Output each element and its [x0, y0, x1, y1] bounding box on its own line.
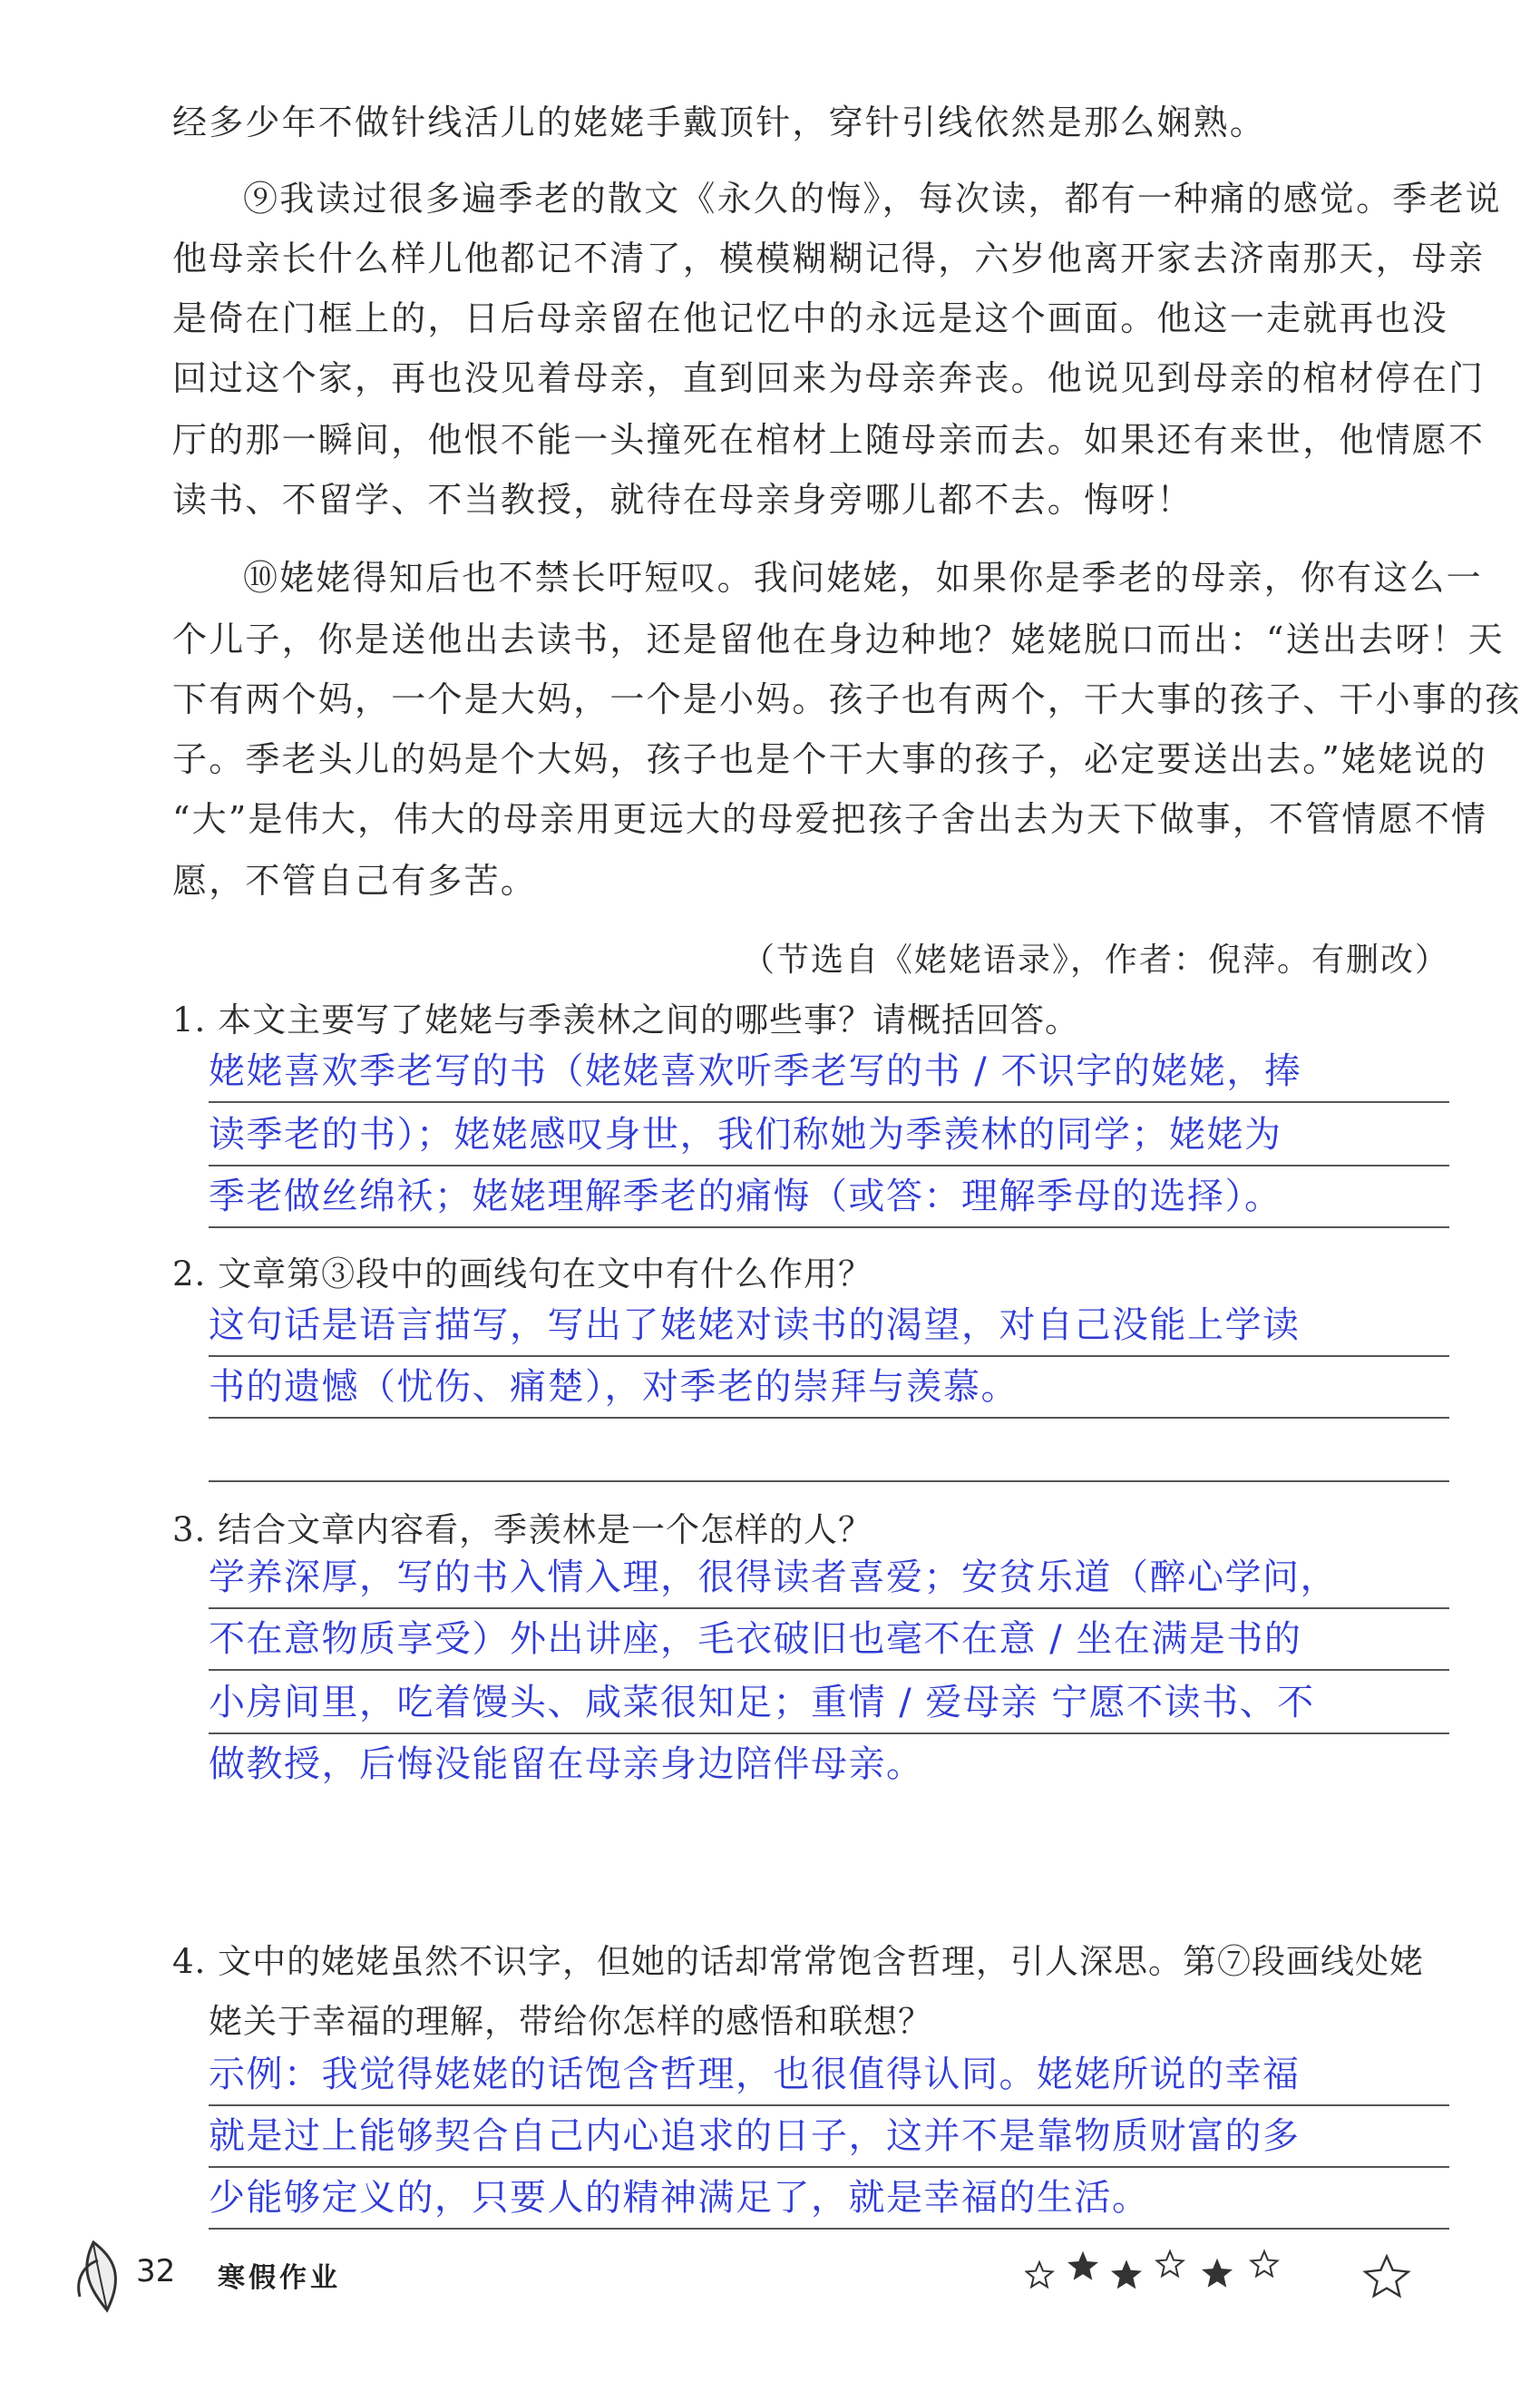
answer-line: 学养深厚，写的书入情入理，很得读者喜爱；安贫乐道（醉心学问， — [209, 1557, 1338, 1598]
answer-rule — [209, 1226, 1449, 1228]
passage-line: 厅的那一瞬间，他恨不能一头撞死在棺材上随母亲而去。如果还有来世，他情愿不 — [172, 420, 1486, 460]
answer-rule — [209, 2228, 1449, 2230]
answer-line: 季老做丝绵袄；姥姥理解季老的痛悔（或答：理解季母的选择）。 — [209, 1176, 1282, 1217]
star-icon — [1204, 2260, 1231, 2285]
answer-line: 少能够定义的，只要人的精神满足了，就是幸福的生活。 — [209, 2177, 1150, 2219]
passage-line: 回过这个家，再也没见着母亲，直到回来为母亲奔丧。他说见到母亲的棺材停在门 — [172, 358, 1486, 398]
star-icon — [1070, 2253, 1097, 2278]
answer-rule — [209, 2166, 1449, 2168]
answer-line: 就是过上能够契合自己内心追求的日子，这并不是靠物质财富的多 — [209, 2115, 1301, 2157]
question-2-prompt: 2. 文章第③段中的画线句在文中有什么作用？ — [172, 1254, 873, 1293]
book-title: 寒假作业 — [218, 2262, 341, 2294]
answer-line: 示例：我觉得姥姥的话饱含哲理，也很值得认同。姥姥所说的幸福 — [209, 2054, 1301, 2095]
passage-line: 经多少年不做针线活儿的姥姥手戴顶针，穿针引线依然是那么娴熟。 — [172, 102, 1267, 142]
leaf-icon — [71, 2233, 143, 2315]
decorative-stars — [1025, 2248, 1460, 2302]
passage-line: 子。季老头儿的妈是个大妈，孩子也是个干大事的孩子，必定要送出去。”姥姥说的 — [172, 739, 1487, 779]
answer-rule — [209, 1669, 1449, 1671]
answer-rule — [209, 1165, 1449, 1166]
answer-line: 读季老的书）；姥姥感叹身世，我们称她为季羡林的同学；姥姥为 — [209, 1114, 1282, 1156]
answer-line: 姥姥喜欢季老写的书（姥姥喜欢听季老写的书 / 不识字的姥姥，捧 — [209, 1050, 1302, 1092]
question-3-prompt: 3. 结合文章内容看，季羡林是一个怎样的人？ — [172, 1510, 873, 1549]
passage-line: 他母亲长什么样儿他都记不清了，模模糊糊记得，六岁他离开家去济南那天，母亲 — [172, 239, 1486, 278]
answer-rule — [209, 1607, 1449, 1609]
answer-rule — [209, 1417, 1449, 1419]
star-icon — [1365, 2257, 1408, 2297]
passage-line: 读书、不留学、不当教授，就待在母亲身旁哪儿都不去。悔呀！ — [172, 480, 1194, 520]
answer-rule — [209, 2104, 1449, 2106]
passage-line: 是倚在门框上的，日后母亲留在他记忆中的永远是这个画面。他这一走就再也没 — [172, 298, 1449, 338]
passage-source: （节选自《姥姥语录》，作者：倪萍。有删改） — [741, 942, 1449, 979]
passage-line: ⑩姥姥得知后也不禁长吁短叹。我问姥姥，如果你是季老的母亲，你有这么一 — [243, 558, 1483, 598]
passage-line: “大”是伟大，伟大的母亲用更远大的母爱把孩子舍出去为天下做事，不管情愿不情 — [172, 799, 1488, 839]
answer-line: 不在意物质享受）外出讲座，毛衣破旧也毫不在意 / 坐在满是书的 — [209, 1618, 1302, 1660]
answer-line: 做教授，后悔没能留在母亲身边陪伴母亲。 — [209, 1743, 924, 1785]
page-number: 32 — [136, 2253, 176, 2289]
passage-line: 愿，不管自己有多苦。 — [172, 861, 538, 901]
passage-line: 下有两个妈，一个是大妈，一个是小妈。孩子也有两个，干大事的孩子、干小事的孩 — [172, 679, 1522, 719]
answer-rule — [209, 1101, 1449, 1103]
answer-line: 这句话是语言描写，写出了姥姥对读书的渴望，对自己没能上学读 — [209, 1304, 1301, 1346]
star-icon — [1252, 2251, 1278, 2276]
question-4-prompt: 4. 文中的姥姥虽然不识字，但她的话却常常饱含哲理，引人深思。第⑦段画线处姥 — [172, 1942, 1425, 1981]
answer-rule — [209, 1480, 1449, 1482]
answer-rule — [209, 1355, 1449, 1357]
star-icon — [1027, 2262, 1053, 2287]
answer-rule — [209, 1732, 1449, 1734]
passage-line: 个儿子，你是送他出去读书，还是留他在身边种地？姥姥脱口而出：“送出去呀！天 — [172, 620, 1505, 659]
answer-line: 书的遗憾（忧伤、痛楚），对季老的崇拜与羡慕。 — [209, 1366, 1019, 1408]
question-1-prompt: 1. 本文主要写了姥姥与季羡林之间的哪些事？请概括回答。 — [172, 1000, 1080, 1039]
star-icon — [1114, 2262, 1140, 2287]
answer-line: 小房间里，吃着馒头、咸菜很知足；重情 / 爱母亲 宁愿不读书、不 — [209, 1682, 1315, 1723]
star-icon — [1157, 2251, 1184, 2276]
passage-line: ⑨我读过很多遍季老的散文《永久的悔》，每次读，都有一种痛的感觉。季老说 — [243, 179, 1503, 219]
question-4-prompt-cont: 姥关于幸福的理解，带给你怎样的感悟和联想？ — [209, 2002, 932, 2041]
